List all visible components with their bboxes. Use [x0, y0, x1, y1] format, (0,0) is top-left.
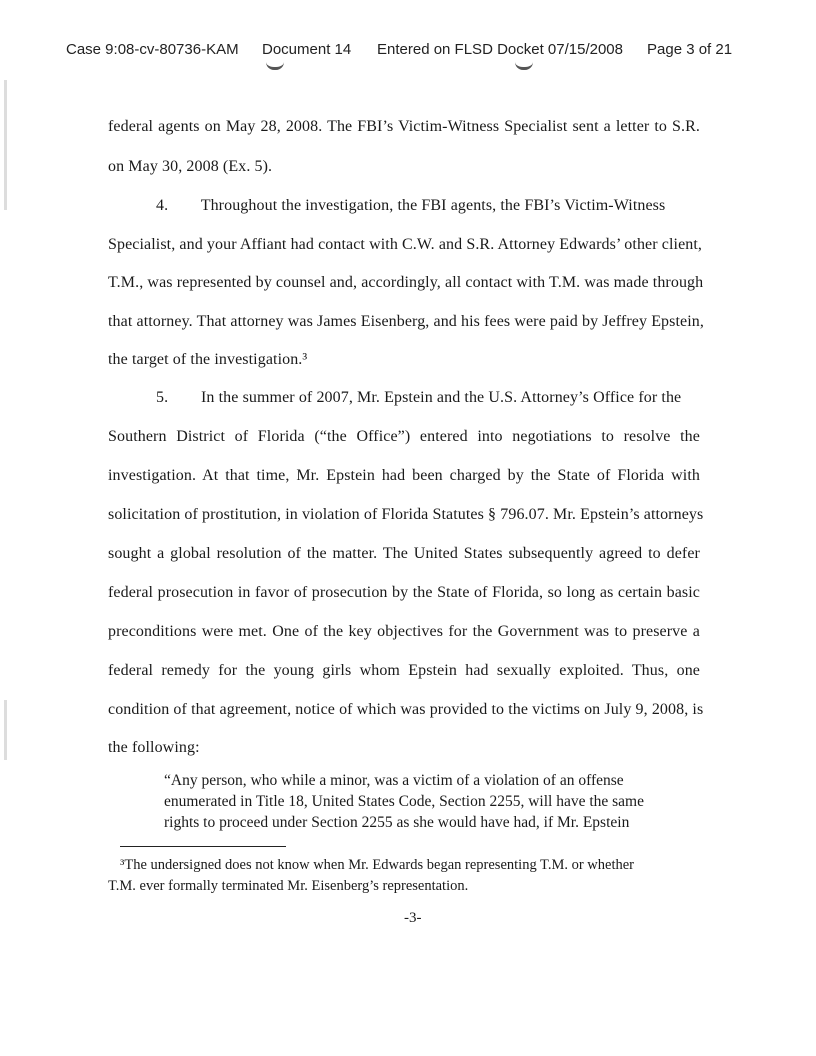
page-of-total: Page 3 of 21: [647, 41, 733, 58]
scan-mark: [266, 62, 284, 70]
footnote-line: ³The undersigned does not know when Mr. Edwards began representing T.M. or whether: [120, 857, 635, 873]
footnote-line: T.M. ever formally terminated Mr. Eisenberg’s representation.: [108, 878, 469, 894]
quote-line: rights to proceed under Section 2255 as she would have had, if Mr. Epstein: [164, 814, 630, 831]
body-line: federal prosecution in favor of prosecution by the State of Florida, so long as certain basic: [108, 584, 700, 601]
scan-edge: [4, 80, 7, 210]
body-line: the target of the investigation.³: [108, 351, 308, 368]
body-line: that attorney. That attorney was James Eisenberg, and his fees were paid by Jeffrey Epstein,: [108, 313, 704, 330]
docket-entry: Entered on FLSD Docket 07/15/2008: [377, 41, 623, 58]
page-number: -3-: [404, 910, 422, 926]
paragraph-4-start: 4. Throughout the investigation, the FBI agents, the FBI’s Victim-Witness: [156, 197, 666, 214]
document-number: Document 14: [262, 41, 352, 58]
body-line: T.M., was represented by counsel and, accordingly, all contact with T.M. was made through: [108, 274, 704, 291]
paragraph-5-start: 5. In the summer of 2007, Mr. Epstein and the U.S. Attorney’s Office for the: [156, 389, 682, 406]
body-line: Specialist, and your Affiant had contact with C.W. and S.R. Attorney Edwards’ other client,: [108, 236, 703, 253]
body-line: investigation. At that time, Mr. Epstein had been charged by the State of Florida with: [108, 467, 700, 484]
quote-line: “Any person, who while a minor, was a victim of a violation of an offense: [164, 772, 624, 789]
footnote-rule: [120, 846, 286, 847]
body-line: the following:: [108, 739, 200, 756]
body-line: solicitation of prostitution, in violation of Florida Statutes § 796.07. Mr. Epstein’s attorneys: [108, 506, 704, 523]
quote-line: enumerated in Title 18, United States Code, Section 2255, will have the same: [164, 793, 644, 810]
body-line: condition of that agreement, notice of which was provided to the victims on July 9, 2008, is: [108, 701, 704, 718]
body-line: federal remedy for the young girls whom Epstein had sexually exploited. Thus, one: [108, 662, 700, 679]
body-line: sought a global resolution of the matter. The United States subsequently agreed to defer: [108, 545, 700, 562]
body-line: preconditions were met. One of the key objectives for the Government was to preserve a: [108, 623, 700, 640]
body-line: federal agents on May 28, 2008. The FBI’s Victim-Witness Specialist sent a letter to S.R.: [108, 118, 700, 135]
case-number: Case 9:08-cv-80736-KAM: [66, 41, 239, 58]
body-line: Southern District of Florida (“the Office”) entered into negotiations to resolve the: [108, 428, 700, 445]
scan-edge: [4, 700, 7, 760]
scan-mark: [515, 62, 533, 70]
body-line: on May 30, 2008 (Ex. 5).: [108, 158, 273, 175]
